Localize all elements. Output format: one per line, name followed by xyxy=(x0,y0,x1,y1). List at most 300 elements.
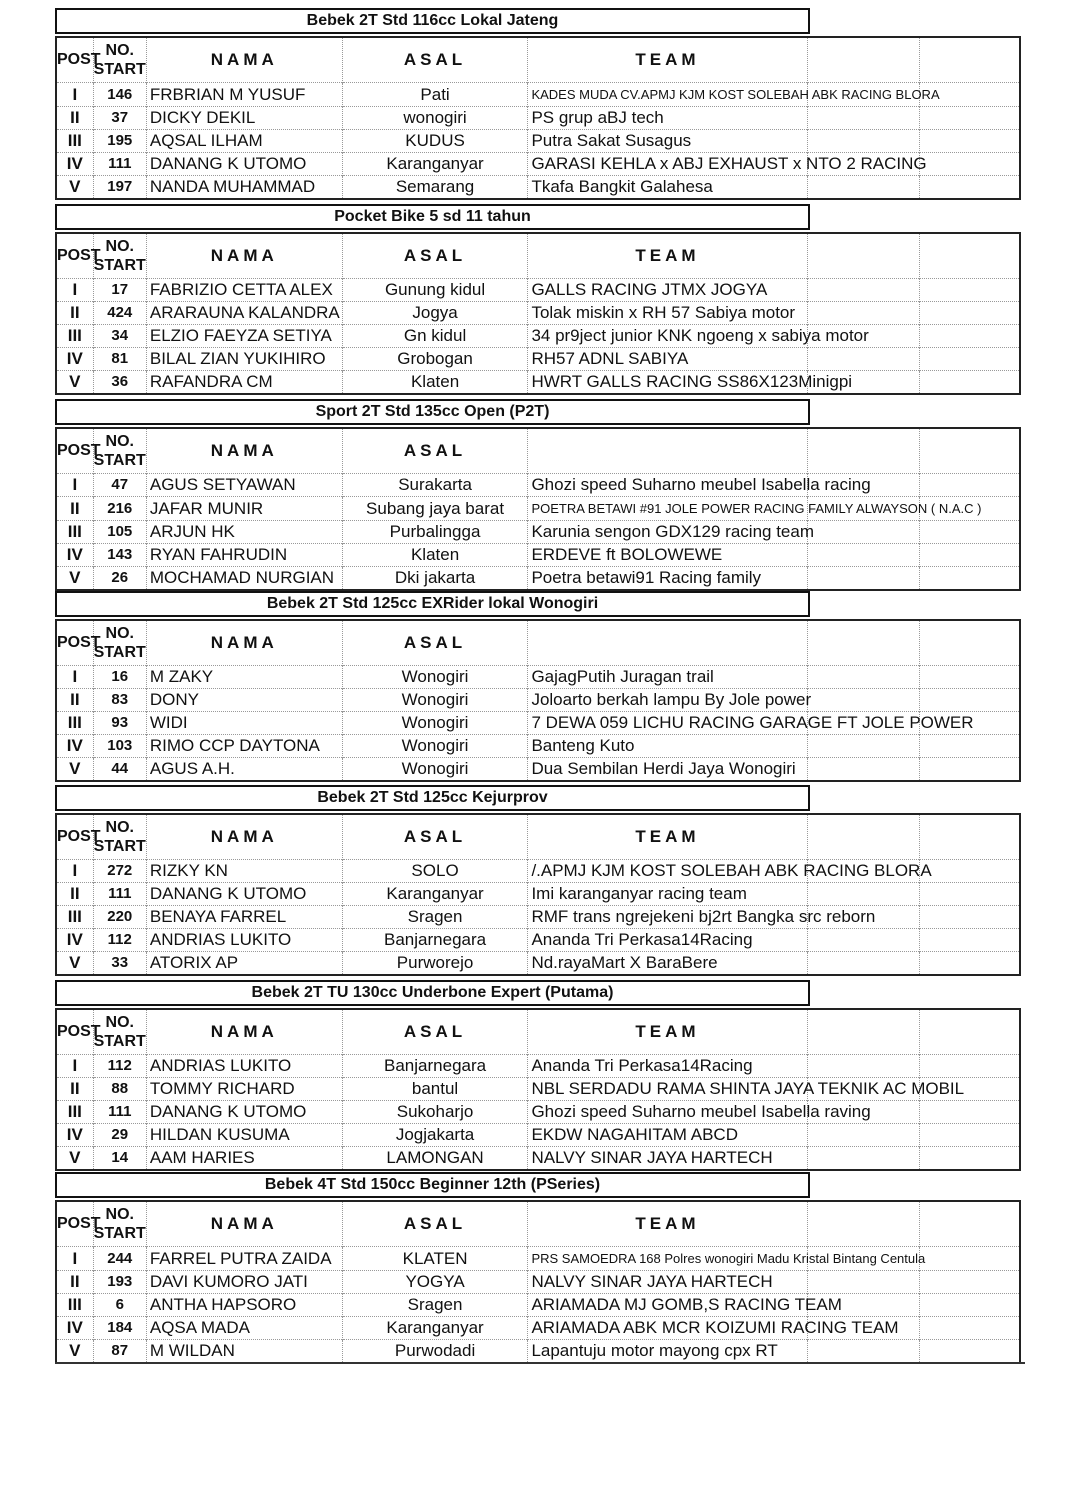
header-asal: ASAL xyxy=(342,428,528,474)
position-cell: I xyxy=(56,666,93,689)
origin-cell: Wonogiri xyxy=(342,666,528,689)
start-number-cell: 197 xyxy=(93,176,146,200)
team-cell xyxy=(528,474,871,497)
start-number-cell: 36 xyxy=(93,371,146,395)
team-name: Ananda Tri Perkasa14Racing xyxy=(531,930,753,949)
start-number-cell: 216 xyxy=(93,497,146,521)
team-name: NALVY SINAR JAYA HARTECH xyxy=(531,1272,773,1291)
position-cell: V xyxy=(56,567,93,591)
header-no-label: NO. xyxy=(105,238,134,255)
origin-cell: KUDUS xyxy=(342,130,528,153)
rider-name: MOCHAMAD NURGIAN xyxy=(149,568,335,587)
team-cell xyxy=(528,1147,807,1171)
table-row xyxy=(56,1294,1020,1317)
empty-cell xyxy=(807,1147,919,1171)
start-number-cell: 111 xyxy=(93,1101,146,1124)
empty-cell xyxy=(807,1271,919,1294)
rider-name-cell xyxy=(146,860,342,883)
rider-name: JAFAR MUNIR xyxy=(149,498,264,518)
rider-name: ELZIO FAEYZA SETIYA xyxy=(149,326,332,345)
rider-name: M WILDAN xyxy=(149,1341,235,1360)
team-name: Dua Sembilan Herdi Jaya Wonogiri xyxy=(531,759,796,778)
empty-cell xyxy=(807,689,919,712)
rider-name: BILAL ZIAN YUKIHIRO xyxy=(149,349,326,368)
empty-cell xyxy=(807,735,919,758)
origin-cell: Wonogiri xyxy=(342,758,528,782)
header-row xyxy=(56,428,1020,474)
header-empty-1 xyxy=(807,233,919,279)
team-cell xyxy=(528,325,869,348)
origin-cell: Karanganyar xyxy=(342,153,528,176)
start-number-cell: 111 xyxy=(93,883,146,906)
team-name: EKDW NAGAHITAM ABCD xyxy=(531,1125,738,1144)
team-name: NBL SERDADU RAMA SHINTA JAYA TEKNIK AC MOBIL xyxy=(531,1079,965,1098)
team-name: KADES MUDA CV.APMJ KJM KOST SOLEBAH ABK RACING BLORA xyxy=(531,87,940,102)
header-asal: ASAL xyxy=(342,233,528,279)
header-nama: NAMA xyxy=(146,1201,342,1247)
origin-cell: Sukoharjo xyxy=(342,1101,528,1124)
position-cell: II xyxy=(56,1271,93,1294)
empty-cell xyxy=(920,302,1020,325)
table-row xyxy=(56,130,1020,153)
header-empty-2 xyxy=(920,233,1020,279)
header-nama: NAMA xyxy=(146,1009,342,1055)
origin-cell: Jogya xyxy=(342,302,528,325)
empty-cell xyxy=(807,1124,919,1147)
table-row xyxy=(56,1271,1020,1294)
empty-cell xyxy=(920,1317,1020,1340)
empty-cell xyxy=(920,567,1020,591)
position-cell: V xyxy=(56,758,93,782)
origin-cell: Grobogan xyxy=(342,348,528,371)
header-empty-2 xyxy=(920,1201,1020,1247)
header-row xyxy=(56,1009,1020,1055)
table-row xyxy=(56,666,1020,689)
table-row xyxy=(56,302,1020,325)
rider-name-cell xyxy=(146,1078,342,1101)
empty-cell xyxy=(807,567,919,591)
rider-name-cell xyxy=(146,325,342,348)
team-cell xyxy=(528,689,812,712)
position-cell: V xyxy=(56,1147,93,1171)
team-cell xyxy=(528,302,807,325)
header-no-start xyxy=(93,233,146,279)
header-empty-2 xyxy=(920,428,1020,474)
header-team: TEAM xyxy=(528,1201,807,1247)
table-row xyxy=(56,279,1020,302)
team-name: Poetra betawi91 Racing family xyxy=(531,568,762,587)
origin-cell: Gn kidul xyxy=(342,325,528,348)
table-row xyxy=(56,906,1020,929)
start-number-cell: 81 xyxy=(93,348,146,371)
team-name: RH57 ADNL SABIYA xyxy=(531,349,689,368)
origin-cell: Gunung kidul xyxy=(342,279,528,302)
header-team xyxy=(528,428,807,474)
team-name: Tolak miskin x RH 57 Sabiya motor xyxy=(531,303,796,322)
position-cell: IV xyxy=(56,1124,93,1147)
header-start-label: START xyxy=(93,257,146,274)
position-cell: V xyxy=(56,952,93,976)
header-no-start xyxy=(93,1009,146,1055)
rider-name: RIZKY KN xyxy=(149,861,228,880)
origin-cell: Banjarnegara xyxy=(342,929,528,952)
header-asal: ASAL xyxy=(342,620,528,666)
team-cell xyxy=(528,735,807,758)
position-cell: I xyxy=(56,1055,93,1078)
position-cell: V xyxy=(56,1340,93,1364)
header-empty-1 xyxy=(807,620,919,666)
start-number-cell: 103 xyxy=(93,735,146,758)
header-row xyxy=(56,620,1020,666)
position-cell: II xyxy=(56,302,93,325)
table-row xyxy=(56,952,1020,976)
empty-cell xyxy=(807,544,919,567)
start-number-cell: 44 xyxy=(93,758,146,782)
empty-cell xyxy=(920,130,1020,153)
header-start-label: START xyxy=(93,838,146,855)
results-table xyxy=(55,813,1021,976)
team-cell xyxy=(528,1124,807,1147)
results-table xyxy=(55,619,1021,782)
team-name: ARIAMADA ABK MCR KOIZUMI RACING TEAM xyxy=(531,1318,899,1337)
start-number-cell: 146 xyxy=(93,83,146,107)
position-cell: IV xyxy=(56,1317,93,1340)
empty-cell xyxy=(920,1124,1020,1147)
team-cell xyxy=(528,1271,807,1294)
origin-cell: Karanganyar xyxy=(342,883,528,906)
empty-cell xyxy=(807,107,919,130)
empty-cell xyxy=(807,302,919,325)
rider-name-cell xyxy=(146,83,342,107)
team-cell xyxy=(528,1247,926,1271)
header-post: POST xyxy=(56,428,93,474)
header-empty-2 xyxy=(920,620,1020,666)
team-name: Imi karanganyar racing team xyxy=(531,884,747,903)
rider-name-cell xyxy=(146,1101,342,1124)
position-cell: II xyxy=(56,497,93,521)
origin-cell: Surakarta xyxy=(342,474,528,497)
rider-name: HILDAN KUSUMA xyxy=(149,1125,290,1144)
position-cell: III xyxy=(56,130,93,153)
rider-name: AAM HARIES xyxy=(149,1148,255,1167)
start-number-cell: 195 xyxy=(93,130,146,153)
origin-cell: wonogiri xyxy=(342,107,528,130)
team-cell xyxy=(528,348,807,371)
empty-cell xyxy=(807,176,919,200)
rider-name: AQSAL ILHAM xyxy=(149,131,263,150)
start-number-cell: 105 xyxy=(93,521,146,544)
empty-cell xyxy=(920,153,1020,176)
position-cell: I xyxy=(56,474,93,497)
position-cell: III xyxy=(56,1101,93,1124)
rider-name: AGUS A.H. xyxy=(149,759,235,778)
empty-cell xyxy=(920,279,1020,302)
start-number-cell: 6 xyxy=(93,1294,146,1317)
team-name: RMF trans ngrejekeni bj2rt Bangka src reborn xyxy=(531,907,876,926)
team-name: PRS SAMOEDRA 168 Polres wonogiri Madu Kristal Bintang Centula xyxy=(531,1251,926,1266)
team-name: Tkafa Bangkit Galahesa xyxy=(531,177,713,196)
position-cell: V xyxy=(56,371,93,395)
origin-cell: Sragen xyxy=(342,906,528,929)
header-nama: NAMA xyxy=(146,620,342,666)
team-cell xyxy=(528,279,807,302)
start-number-cell: 14 xyxy=(93,1147,146,1171)
team-cell xyxy=(528,107,807,130)
results-table xyxy=(55,1200,1021,1364)
origin-cell: Sragen xyxy=(342,1294,528,1317)
team-cell xyxy=(528,83,940,107)
empty-cell xyxy=(920,735,1020,758)
table-row xyxy=(56,153,1020,176)
header-no-label: NO. xyxy=(105,625,134,642)
table-row xyxy=(56,567,1020,591)
header-empty-1 xyxy=(807,1009,919,1055)
rider-name-cell xyxy=(146,1247,342,1271)
team-cell xyxy=(528,1055,807,1078)
table-row xyxy=(56,325,1020,348)
position-cell: IV xyxy=(56,735,93,758)
empty-cell xyxy=(920,952,1020,976)
header-no-label: NO. xyxy=(105,1014,134,1031)
start-number-cell: 424 xyxy=(93,302,146,325)
header-team: TEAM xyxy=(528,1009,807,1055)
team-cell xyxy=(528,1101,871,1124)
header-nama: NAMA xyxy=(146,233,342,279)
empty-cell xyxy=(920,544,1020,567)
rider-name: FRBRIAN M YUSUF xyxy=(149,84,306,104)
team-name: Lapantuju motor mayong cpx RT xyxy=(531,1341,778,1360)
team-name: Joloarto berkah lampu By Jole power xyxy=(531,690,812,709)
header-post: POST xyxy=(56,814,93,860)
table-row xyxy=(56,883,1020,906)
team-cell xyxy=(528,1294,842,1317)
rider-name-cell xyxy=(146,952,342,976)
team-cell xyxy=(528,952,807,976)
start-number-cell: 83 xyxy=(93,689,146,712)
header-team: TEAM xyxy=(528,814,807,860)
origin-cell: Purbalingga xyxy=(342,521,528,544)
team-cell xyxy=(528,176,807,200)
start-number-cell: 184 xyxy=(93,1317,146,1340)
rider-name-cell xyxy=(146,883,342,906)
header-post: POST xyxy=(56,1201,93,1247)
rider-name: ARJUN HK xyxy=(149,522,235,541)
empty-cell xyxy=(807,1055,919,1078)
team-cell xyxy=(528,521,814,544)
table-row xyxy=(56,1101,1020,1124)
header-post: POST xyxy=(56,620,93,666)
rider-name: ATORIX AP xyxy=(149,953,239,972)
header-start-label: START xyxy=(93,1225,146,1242)
empty-cell xyxy=(920,176,1020,200)
table-row xyxy=(56,929,1020,952)
table-row xyxy=(56,689,1020,712)
position-cell: I xyxy=(56,279,93,302)
team-cell xyxy=(528,666,807,689)
position-cell: IV xyxy=(56,929,93,952)
header-no-start xyxy=(93,814,146,860)
rider-name-cell xyxy=(146,567,342,591)
team-name: ERDEVE ft BOLOWEWE xyxy=(531,545,723,564)
table-row xyxy=(56,1147,1020,1171)
origin-cell: Semarang xyxy=(342,176,528,200)
position-cell: II xyxy=(56,883,93,906)
start-number-cell: 87 xyxy=(93,1340,146,1364)
team-cell xyxy=(528,497,982,521)
header-no-label: NO. xyxy=(105,1206,134,1223)
header-start-label: START xyxy=(93,61,146,78)
empty-cell xyxy=(920,883,1020,906)
header-empty-1 xyxy=(807,37,919,83)
start-number-cell: 37 xyxy=(93,107,146,130)
header-nama: NAMA xyxy=(146,428,342,474)
header-empty-2 xyxy=(920,814,1020,860)
team-cell xyxy=(528,929,807,952)
origin-cell: Karanganyar xyxy=(342,1317,528,1340)
position-cell: I xyxy=(56,1247,93,1271)
team-cell xyxy=(528,1317,899,1340)
table-row xyxy=(56,1078,1020,1101)
header-team xyxy=(528,620,807,666)
header-empty-2 xyxy=(920,37,1020,83)
table-row xyxy=(56,758,1020,782)
team-name: HWRT GALLS RACING SS86X123Minigpi xyxy=(531,372,853,391)
position-cell: II xyxy=(56,689,93,712)
empty-cell xyxy=(807,130,919,153)
rider-name-cell xyxy=(146,758,342,782)
header-nama: NAMA xyxy=(146,814,342,860)
header-no-label: NO. xyxy=(105,433,134,450)
rider-name-cell xyxy=(146,107,342,130)
rider-name-cell xyxy=(146,279,342,302)
team-cell xyxy=(528,567,807,591)
origin-cell: LAMONGAN xyxy=(342,1147,528,1171)
position-cell: V xyxy=(56,176,93,200)
origin-cell: Wonogiri xyxy=(342,689,528,712)
empty-cell xyxy=(807,758,919,782)
rider-name: ANTHA HAPSORO xyxy=(149,1295,297,1314)
race-class-title: Bebek 2T Std 125cc EXRider lokal Wonogiri xyxy=(55,591,810,617)
team-name: GALLS RACING JTMX JOGYA xyxy=(531,280,768,299)
header-no-start xyxy=(93,37,146,83)
rider-name-cell xyxy=(146,1055,342,1078)
start-number-cell: 112 xyxy=(93,929,146,952)
team-name: 34 pr9ject junior KNK ngoeng x sabiya motor xyxy=(531,326,869,345)
team-cell xyxy=(528,712,974,735)
table-row xyxy=(56,474,1020,497)
header-post: POST xyxy=(56,37,93,83)
rider-name: ANDRIAS LUKITO xyxy=(149,930,292,949)
race-class-title: Bebek 2T Std 116cc Lokal Jateng xyxy=(55,8,810,34)
team-name: Karunia sengon GDX129 racing team xyxy=(531,522,814,541)
origin-cell: Purwodadi xyxy=(342,1340,528,1364)
rider-name: RAFANDRA CM xyxy=(149,372,273,391)
position-cell: II xyxy=(56,1078,93,1101)
results-table xyxy=(55,427,1021,591)
rider-name-cell xyxy=(146,1340,342,1364)
header-asal: ASAL xyxy=(342,37,528,83)
team-name: /.APMJ KJM KOST SOLEBAH ABK RACING BLORA xyxy=(531,861,932,880)
rider-name: TOMMY RICHARD xyxy=(149,1079,295,1098)
team-cell xyxy=(528,544,807,567)
team-name: PS grup aBJ tech xyxy=(531,108,664,127)
header-post: POST xyxy=(56,233,93,279)
start-number-cell: 29 xyxy=(93,1124,146,1147)
origin-cell: Pati xyxy=(342,83,528,107)
start-number-cell: 47 xyxy=(93,474,146,497)
header-start-label: START xyxy=(93,1033,146,1050)
empty-cell xyxy=(807,883,919,906)
empty-cell xyxy=(920,929,1020,952)
empty-cell xyxy=(920,1340,1020,1364)
header-empty-1 xyxy=(807,428,919,474)
table-row xyxy=(56,176,1020,200)
rider-name: M ZAKY xyxy=(149,667,214,686)
race-class-title: Bebek 4T Std 150cc Beginner 12th (PSeries) xyxy=(55,1172,810,1198)
table-row xyxy=(56,544,1020,567)
header-asal: ASAL xyxy=(342,1201,528,1247)
empty-cell xyxy=(920,521,1020,544)
team-name: POETRA BETAWI #91 JOLE POWER RACING FAMILY ALWAYSON ( N.A.C ) xyxy=(531,501,982,516)
header-nama: NAMA xyxy=(146,37,342,83)
origin-cell: Klaten xyxy=(342,544,528,567)
rider-name: DAVI KUMORO JATI xyxy=(149,1272,308,1291)
rider-name-cell xyxy=(146,929,342,952)
empty-cell xyxy=(920,107,1020,130)
empty-cell xyxy=(807,521,919,544)
empty-cell xyxy=(807,279,919,302)
rider-name-cell xyxy=(146,712,342,735)
rider-name: WIDI xyxy=(149,713,188,732)
origin-cell: Jogjakarta xyxy=(342,1124,528,1147)
position-cell: II xyxy=(56,107,93,130)
rider-name-cell xyxy=(146,130,342,153)
team-name: Ghozi speed Suharno meubel Isabella raving xyxy=(531,1102,871,1121)
origin-cell: YOGYA xyxy=(342,1271,528,1294)
start-number-cell: 33 xyxy=(93,952,146,976)
team-cell xyxy=(528,1078,965,1101)
bottom-rule xyxy=(55,1362,1025,1364)
rider-name-cell xyxy=(146,302,342,325)
rider-name-cell xyxy=(146,371,342,395)
rider-name: AQSA MADA xyxy=(149,1318,250,1337)
header-row xyxy=(56,37,1020,83)
origin-cell: Klaten xyxy=(342,371,528,395)
rider-name: FABRIZIO CETTA ALEX xyxy=(149,280,333,299)
team-cell xyxy=(528,758,807,782)
team-cell xyxy=(528,371,853,395)
team-cell xyxy=(528,130,807,153)
rider-name-cell xyxy=(146,497,342,521)
empty-cell xyxy=(920,348,1020,371)
header-no-label: NO. xyxy=(105,42,134,59)
table-row xyxy=(56,107,1020,130)
header-asal: ASAL xyxy=(342,814,528,860)
rider-name-cell xyxy=(146,544,342,567)
empty-cell xyxy=(807,929,919,952)
empty-cell xyxy=(920,371,1020,395)
empty-cell xyxy=(807,1340,919,1364)
start-number-cell: 220 xyxy=(93,906,146,929)
origin-cell: KLATEN xyxy=(342,1247,528,1271)
position-cell: IV xyxy=(56,153,93,176)
rider-name: RYAN FAHRUDIN xyxy=(149,545,288,564)
empty-cell xyxy=(920,666,1020,689)
origin-cell: Purworejo xyxy=(342,952,528,976)
origin-cell: Banjarnegara xyxy=(342,1055,528,1078)
empty-cell xyxy=(920,1147,1020,1171)
rider-name: DICKY DEKIL xyxy=(149,108,256,127)
